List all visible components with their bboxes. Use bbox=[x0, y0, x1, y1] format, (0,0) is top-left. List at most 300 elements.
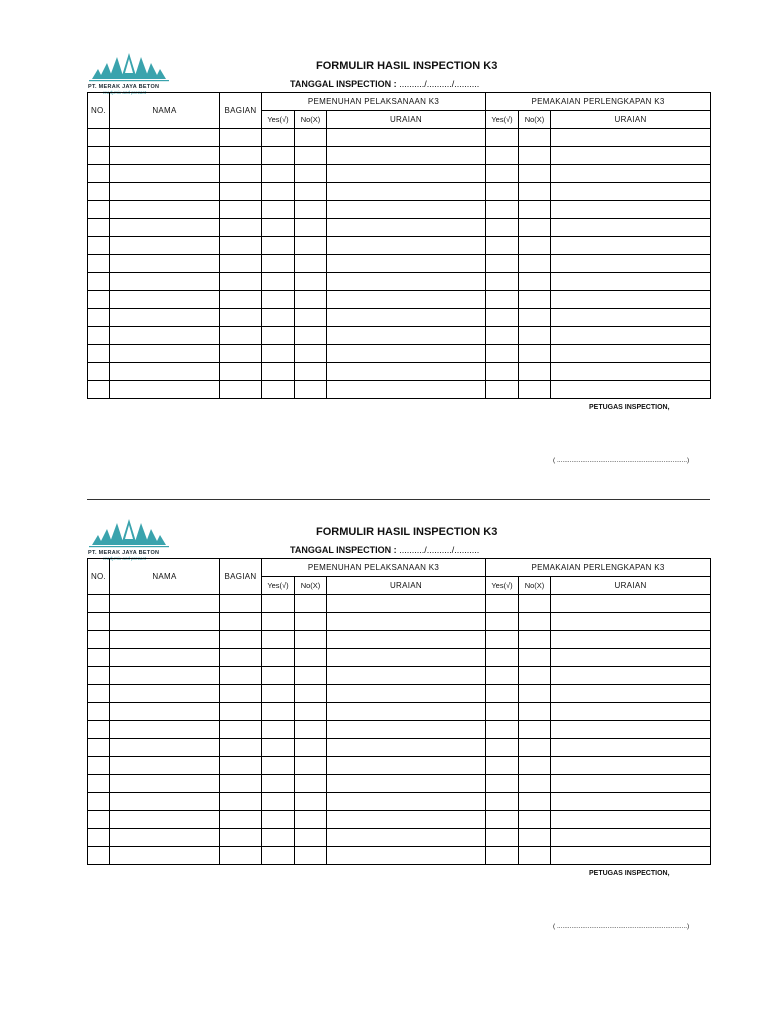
cell-perlengkapan-yes[interactable] bbox=[486, 327, 519, 345]
cell-pelaksanaan-no[interactable] bbox=[295, 309, 327, 327]
cell-pelaksanaan-uraian[interactable] bbox=[327, 381, 486, 399]
cell-bagian[interactable] bbox=[220, 595, 262, 613]
cell-pelaksanaan-yes[interactable] bbox=[262, 129, 295, 147]
cell-perlengkapan-no[interactable] bbox=[519, 165, 551, 183]
header-pemakaian-perlengkapan: PEMAKAIAN PERLENGKAPAN K3 bbox=[486, 93, 711, 111]
cell-bagian[interactable] bbox=[220, 129, 262, 147]
cell-nama[interactable] bbox=[110, 649, 220, 667]
cell-pelaksanaan-uraian[interactable] bbox=[327, 847, 486, 865]
cell-nama[interactable] bbox=[110, 363, 220, 381]
cell-pelaksanaan-no[interactable] bbox=[295, 685, 327, 703]
cell-perlengkapan-yes[interactable] bbox=[486, 667, 519, 685]
cell-no[interactable] bbox=[88, 219, 110, 237]
cell-bagian[interactable] bbox=[220, 183, 262, 201]
cell-pelaksanaan-no[interactable] bbox=[295, 739, 327, 757]
cell-nama[interactable] bbox=[110, 129, 220, 147]
header-uraian: URAIAN bbox=[551, 577, 711, 595]
cell-pelaksanaan-uraian[interactable] bbox=[327, 255, 486, 273]
cell-pelaksanaan-uraian[interactable] bbox=[327, 147, 486, 165]
header-pemenuhan-pelaksanaan: PEMENUHAN PELAKSANAAN K3 bbox=[262, 93, 486, 111]
cell-perlengkapan-yes[interactable] bbox=[486, 775, 519, 793]
table-row bbox=[88, 703, 711, 721]
cell-nama[interactable] bbox=[110, 381, 220, 399]
cell-nama[interactable] bbox=[110, 613, 220, 631]
cell-perlengkapan-uraian[interactable] bbox=[551, 739, 711, 757]
cut-line-divider bbox=[87, 499, 710, 500]
cell-pelaksanaan-yes[interactable] bbox=[262, 183, 295, 201]
cell-pelaksanaan-no[interactable] bbox=[295, 183, 327, 201]
cell-bagian[interactable] bbox=[220, 345, 262, 363]
inspection-date bbox=[290, 545, 479, 555]
cell-nama[interactable] bbox=[110, 685, 220, 703]
cell-nama[interactable] bbox=[110, 345, 220, 363]
company-tagline: readymix and precast bbox=[103, 556, 147, 561]
cell-perlengkapan-no[interactable] bbox=[519, 381, 551, 399]
cell-pelaksanaan-uraian[interactable] bbox=[327, 703, 486, 721]
inspection-table bbox=[87, 92, 711, 399]
cell-nama[interactable] bbox=[110, 667, 220, 685]
header-no-x: No(X) bbox=[519, 111, 551, 129]
cell-no[interactable] bbox=[88, 183, 110, 201]
inspection-form-bottom bbox=[0, 519, 768, 979]
cell-pelaksanaan-uraian[interactable] bbox=[327, 793, 486, 811]
cell-pelaksanaan-no[interactable] bbox=[295, 829, 327, 847]
cell-pelaksanaan-yes[interactable] bbox=[262, 703, 295, 721]
header-nama: NAMA bbox=[110, 93, 220, 129]
cell-no[interactable] bbox=[88, 363, 110, 381]
cell-perlengkapan-yes[interactable] bbox=[486, 631, 519, 649]
cell-perlengkapan-yes[interactable] bbox=[486, 309, 519, 327]
cell-perlengkapan-no[interactable] bbox=[519, 793, 551, 811]
cell-bagian[interactable] bbox=[220, 363, 262, 381]
cell-pelaksanaan-uraian[interactable] bbox=[327, 291, 486, 309]
cell-perlengkapan-uraian[interactable] bbox=[551, 219, 711, 237]
cell-pelaksanaan-yes[interactable] bbox=[262, 255, 295, 273]
cell-pelaksanaan-yes[interactable] bbox=[262, 649, 295, 667]
cell-nama[interactable] bbox=[110, 165, 220, 183]
cell-bagian[interactable] bbox=[220, 381, 262, 399]
cell-no[interactable] bbox=[88, 309, 110, 327]
cell-perlengkapan-yes[interactable] bbox=[486, 811, 519, 829]
cell-bagian[interactable] bbox=[220, 219, 262, 237]
cell-nama[interactable] bbox=[110, 829, 220, 847]
cell-perlengkapan-uraian[interactable] bbox=[551, 129, 711, 147]
cell-pelaksanaan-uraian[interactable] bbox=[327, 757, 486, 775]
cell-pelaksanaan-no[interactable] bbox=[295, 613, 327, 631]
cell-bagian[interactable] bbox=[220, 793, 262, 811]
cell-bagian[interactable] bbox=[220, 327, 262, 345]
cell-pelaksanaan-no[interactable] bbox=[295, 775, 327, 793]
cell-pelaksanaan-uraian[interactable] bbox=[327, 811, 486, 829]
cell-perlengkapan-uraian[interactable] bbox=[551, 345, 711, 363]
cell-perlengkapan-yes[interactable] bbox=[486, 381, 519, 399]
cell-perlengkapan-no[interactable] bbox=[519, 613, 551, 631]
cell-pelaksanaan-uraian[interactable] bbox=[327, 631, 486, 649]
cell-pelaksanaan-no[interactable] bbox=[295, 757, 327, 775]
cell-perlengkapan-no[interactable] bbox=[519, 811, 551, 829]
cell-no[interactable] bbox=[88, 631, 110, 649]
cell-pelaksanaan-no[interactable] bbox=[295, 703, 327, 721]
signature-line[interactable]: ( ........................................................................) bbox=[553, 923, 690, 930]
cell-no[interactable] bbox=[88, 775, 110, 793]
cell-bagian[interactable] bbox=[220, 739, 262, 757]
cell-pelaksanaan-no[interactable] bbox=[295, 345, 327, 363]
cell-pelaksanaan-uraian[interactable] bbox=[327, 327, 486, 345]
cell-perlengkapan-uraian[interactable] bbox=[551, 327, 711, 345]
cell-perlengkapan-uraian[interactable] bbox=[551, 309, 711, 327]
cell-nama[interactable] bbox=[110, 631, 220, 649]
cell-perlengkapan-yes[interactable] bbox=[486, 147, 519, 165]
cell-perlengkapan-yes[interactable] bbox=[486, 363, 519, 381]
cell-perlengkapan-yes[interactable] bbox=[486, 829, 519, 847]
cell-pelaksanaan-uraian[interactable] bbox=[327, 649, 486, 667]
cell-no[interactable] bbox=[88, 129, 110, 147]
cell-perlengkapan-yes[interactable] bbox=[486, 129, 519, 147]
cell-nama[interactable] bbox=[110, 309, 220, 327]
cell-nama[interactable] bbox=[110, 721, 220, 739]
cell-pelaksanaan-no[interactable] bbox=[295, 273, 327, 291]
cell-pelaksanaan-yes[interactable] bbox=[262, 363, 295, 381]
cell-no[interactable] bbox=[88, 685, 110, 703]
cell-no[interactable] bbox=[88, 757, 110, 775]
cell-nama[interactable] bbox=[110, 757, 220, 775]
cell-no[interactable] bbox=[88, 291, 110, 309]
cell-no[interactable] bbox=[88, 667, 110, 685]
cell-nama[interactable] bbox=[110, 273, 220, 291]
cell-no[interactable] bbox=[88, 381, 110, 399]
cell-no[interactable] bbox=[88, 649, 110, 667]
cell-pelaksanaan-yes[interactable] bbox=[262, 237, 295, 255]
cell-perlengkapan-yes[interactable] bbox=[486, 739, 519, 757]
cell-perlengkapan-uraian[interactable] bbox=[551, 847, 711, 865]
cell-pelaksanaan-uraian[interactable] bbox=[327, 129, 486, 147]
cell-no[interactable] bbox=[88, 237, 110, 255]
table-row bbox=[88, 613, 711, 631]
cell-perlengkapan-yes[interactable] bbox=[486, 273, 519, 291]
cell-pelaksanaan-no[interactable] bbox=[295, 667, 327, 685]
cell-pelaksanaan-uraian[interactable] bbox=[327, 201, 486, 219]
cell-bagian[interactable] bbox=[220, 255, 262, 273]
cell-perlengkapan-yes[interactable] bbox=[486, 255, 519, 273]
cell-no[interactable] bbox=[88, 273, 110, 291]
cell-perlengkapan-yes[interactable] bbox=[486, 685, 519, 703]
cell-pelaksanaan-no[interactable] bbox=[295, 327, 327, 345]
cell-pelaksanaan-uraian[interactable] bbox=[327, 309, 486, 327]
cell-pelaksanaan-yes[interactable] bbox=[262, 309, 295, 327]
cell-perlengkapan-uraian[interactable] bbox=[551, 183, 711, 201]
cell-perlengkapan-yes[interactable] bbox=[486, 649, 519, 667]
cell-bagian[interactable] bbox=[220, 613, 262, 631]
cell-perlengkapan-no[interactable] bbox=[519, 345, 551, 363]
table-row bbox=[88, 829, 711, 847]
cell-pelaksanaan-yes[interactable] bbox=[262, 631, 295, 649]
cell-perlengkapan-no[interactable] bbox=[519, 201, 551, 219]
cell-pelaksanaan-yes[interactable] bbox=[262, 613, 295, 631]
cell-pelaksanaan-no[interactable] bbox=[295, 631, 327, 649]
cell-pelaksanaan-yes[interactable] bbox=[262, 793, 295, 811]
cell-no[interactable] bbox=[88, 811, 110, 829]
cell-perlengkapan-uraian[interactable] bbox=[551, 165, 711, 183]
cell-perlengkapan-no[interactable] bbox=[519, 363, 551, 381]
cell-perlengkapan-no[interactable] bbox=[519, 667, 551, 685]
date-blank[interactable]: ........../........../.......... bbox=[399, 79, 480, 89]
cell-nama[interactable] bbox=[110, 793, 220, 811]
cell-nama[interactable] bbox=[110, 327, 220, 345]
cell-pelaksanaan-yes[interactable] bbox=[262, 685, 295, 703]
cell-perlengkapan-no[interactable] bbox=[519, 129, 551, 147]
cell-no[interactable] bbox=[88, 703, 110, 721]
cell-perlengkapan-uraian[interactable] bbox=[551, 667, 711, 685]
cell-pelaksanaan-uraian[interactable] bbox=[327, 183, 486, 201]
cell-perlengkapan-uraian[interactable] bbox=[551, 685, 711, 703]
cell-pelaksanaan-yes[interactable] bbox=[262, 345, 295, 363]
cell-perlengkapan-uraian[interactable] bbox=[551, 703, 711, 721]
cell-pelaksanaan-uraian[interactable] bbox=[327, 237, 486, 255]
cell-nama[interactable] bbox=[110, 739, 220, 757]
cell-bagian[interactable] bbox=[220, 775, 262, 793]
cell-pelaksanaan-no[interactable] bbox=[295, 595, 327, 613]
cell-pelaksanaan-uraian[interactable] bbox=[327, 219, 486, 237]
cell-no[interactable] bbox=[88, 739, 110, 757]
cell-no[interactable] bbox=[88, 721, 110, 739]
cell-bagian[interactable] bbox=[220, 847, 262, 865]
cell-pelaksanaan-uraian[interactable] bbox=[327, 165, 486, 183]
cell-no[interactable] bbox=[88, 613, 110, 631]
cell-perlengkapan-uraian[interactable] bbox=[551, 793, 711, 811]
cell-perlengkapan-no[interactable] bbox=[519, 685, 551, 703]
cell-no[interactable] bbox=[88, 345, 110, 363]
cell-bagian[interactable] bbox=[220, 309, 262, 327]
cell-no[interactable] bbox=[88, 829, 110, 847]
cell-bagian[interactable] bbox=[220, 829, 262, 847]
cell-no[interactable] bbox=[88, 595, 110, 613]
cell-perlengkapan-uraian[interactable] bbox=[551, 255, 711, 273]
cell-nama[interactable] bbox=[110, 291, 220, 309]
cell-perlengkapan-yes[interactable] bbox=[486, 613, 519, 631]
table-row bbox=[88, 381, 711, 399]
cell-pelaksanaan-yes[interactable] bbox=[262, 273, 295, 291]
cell-perlengkapan-uraian[interactable] bbox=[551, 201, 711, 219]
cell-pelaksanaan-yes[interactable] bbox=[262, 165, 295, 183]
cell-nama[interactable] bbox=[110, 703, 220, 721]
cell-bagian[interactable] bbox=[220, 147, 262, 165]
cell-bagian[interactable] bbox=[220, 757, 262, 775]
cell-bagian[interactable] bbox=[220, 631, 262, 649]
cell-perlengkapan-yes[interactable] bbox=[486, 721, 519, 739]
cell-nama[interactable] bbox=[110, 219, 220, 237]
table-row bbox=[88, 165, 711, 183]
inspection-form-top bbox=[0, 53, 768, 513]
cell-perlengkapan-uraian[interactable] bbox=[551, 237, 711, 255]
cell-pelaksanaan-no[interactable] bbox=[295, 847, 327, 865]
signature-line[interactable]: ( ........................................................................) bbox=[553, 457, 690, 464]
cell-bagian[interactable] bbox=[220, 721, 262, 739]
cell-pelaksanaan-no[interactable] bbox=[295, 129, 327, 147]
cell-perlengkapan-yes[interactable] bbox=[486, 847, 519, 865]
cell-nama[interactable] bbox=[110, 255, 220, 273]
cell-pelaksanaan-yes[interactable] bbox=[262, 327, 295, 345]
cell-no[interactable] bbox=[88, 847, 110, 865]
cell-bagian[interactable] bbox=[220, 237, 262, 255]
cell-perlengkapan-no[interactable] bbox=[519, 327, 551, 345]
cell-perlengkapan-no[interactable] bbox=[519, 703, 551, 721]
cell-perlengkapan-no[interactable] bbox=[519, 721, 551, 739]
cell-bagian[interactable] bbox=[220, 667, 262, 685]
cell-perlengkapan-uraian[interactable] bbox=[551, 147, 711, 165]
cell-pelaksanaan-uraian[interactable] bbox=[327, 739, 486, 757]
cell-no[interactable] bbox=[88, 327, 110, 345]
cell-nama[interactable] bbox=[110, 847, 220, 865]
cell-pelaksanaan-yes[interactable] bbox=[262, 775, 295, 793]
cell-pelaksanaan-yes[interactable] bbox=[262, 291, 295, 309]
cell-pelaksanaan-yes[interactable] bbox=[262, 147, 295, 165]
cell-pelaksanaan-yes[interactable] bbox=[262, 829, 295, 847]
cell-bagian[interactable] bbox=[220, 649, 262, 667]
cell-nama[interactable] bbox=[110, 811, 220, 829]
cell-perlengkapan-uraian[interactable] bbox=[551, 381, 711, 399]
cell-perlengkapan-no[interactable] bbox=[519, 309, 551, 327]
table-row bbox=[88, 129, 711, 147]
cell-perlengkapan-yes[interactable] bbox=[486, 165, 519, 183]
cell-pelaksanaan-yes[interactable] bbox=[262, 739, 295, 757]
cell-perlengkapan-yes[interactable] bbox=[486, 703, 519, 721]
cell-pelaksanaan-no[interactable] bbox=[295, 219, 327, 237]
table-row bbox=[88, 237, 711, 255]
cell-pelaksanaan-uraian[interactable] bbox=[327, 775, 486, 793]
cell-pelaksanaan-uraian[interactable] bbox=[327, 273, 486, 291]
cell-pelaksanaan-no[interactable] bbox=[295, 649, 327, 667]
cell-perlengkapan-no[interactable] bbox=[519, 595, 551, 613]
cell-no[interactable] bbox=[88, 793, 110, 811]
cell-pelaksanaan-yes[interactable] bbox=[262, 847, 295, 865]
cell-perlengkapan-no[interactable] bbox=[519, 847, 551, 865]
cell-perlengkapan-uraian[interactable] bbox=[551, 291, 711, 309]
cell-nama[interactable] bbox=[110, 775, 220, 793]
cell-no[interactable] bbox=[88, 201, 110, 219]
cell-pelaksanaan-no[interactable] bbox=[295, 255, 327, 273]
cell-nama[interactable] bbox=[110, 183, 220, 201]
cell-bagian[interactable] bbox=[220, 291, 262, 309]
cell-no[interactable] bbox=[88, 147, 110, 165]
cell-pelaksanaan-yes[interactable] bbox=[262, 721, 295, 739]
cell-no[interactable] bbox=[88, 255, 110, 273]
cell-pelaksanaan-yes[interactable] bbox=[262, 757, 295, 775]
cell-no[interactable] bbox=[88, 165, 110, 183]
cell-pelaksanaan-no[interactable] bbox=[295, 291, 327, 309]
table-row bbox=[88, 201, 711, 219]
inspection-table bbox=[87, 558, 711, 865]
cell-perlengkapan-no[interactable] bbox=[519, 273, 551, 291]
cell-nama[interactable] bbox=[110, 147, 220, 165]
cell-pelaksanaan-no[interactable] bbox=[295, 793, 327, 811]
cell-pelaksanaan-uraian[interactable] bbox=[327, 829, 486, 847]
cell-perlengkapan-yes[interactable] bbox=[486, 219, 519, 237]
cell-perlengkapan-no[interactable] bbox=[519, 255, 551, 273]
cell-pelaksanaan-no[interactable] bbox=[295, 363, 327, 381]
cell-perlengkapan-uraian[interactable] bbox=[551, 829, 711, 847]
cell-nama[interactable] bbox=[110, 237, 220, 255]
date-blank[interactable]: ........../........../.......... bbox=[399, 545, 480, 555]
cell-perlengkapan-no[interactable] bbox=[519, 757, 551, 775]
cell-perlengkapan-no[interactable] bbox=[519, 147, 551, 165]
cell-pelaksanaan-uraian[interactable] bbox=[327, 595, 486, 613]
cell-perlengkapan-yes[interactable] bbox=[486, 595, 519, 613]
cell-pelaksanaan-yes[interactable] bbox=[262, 219, 295, 237]
cell-pelaksanaan-no[interactable] bbox=[295, 811, 327, 829]
cell-perlengkapan-no[interactable] bbox=[519, 291, 551, 309]
date-label: TANGGAL INSPECTION : bbox=[290, 79, 397, 89]
cell-perlengkapan-yes[interactable] bbox=[486, 345, 519, 363]
cell-pelaksanaan-no[interactable] bbox=[295, 147, 327, 165]
cell-perlengkapan-yes[interactable] bbox=[486, 201, 519, 219]
cell-pelaksanaan-uraian[interactable] bbox=[327, 721, 486, 739]
cell-perlengkapan-no[interactable] bbox=[519, 219, 551, 237]
cell-pelaksanaan-uraian[interactable] bbox=[327, 613, 486, 631]
cell-perlengkapan-no[interactable] bbox=[519, 183, 551, 201]
cell-perlengkapan-uraian[interactable] bbox=[551, 775, 711, 793]
cell-perlengkapan-no[interactable] bbox=[519, 649, 551, 667]
cell-pelaksanaan-yes[interactable] bbox=[262, 381, 295, 399]
cell-perlengkapan-uraian[interactable] bbox=[551, 649, 711, 667]
cell-perlengkapan-uraian[interactable] bbox=[551, 811, 711, 829]
cell-bagian[interactable] bbox=[220, 201, 262, 219]
cell-pelaksanaan-yes[interactable] bbox=[262, 811, 295, 829]
cell-perlengkapan-uraian[interactable] bbox=[551, 631, 711, 649]
header-bagian: BAGIAN bbox=[220, 93, 262, 129]
cell-pelaksanaan-yes[interactable] bbox=[262, 201, 295, 219]
cell-nama[interactable] bbox=[110, 595, 220, 613]
cell-pelaksanaan-no[interactable] bbox=[295, 237, 327, 255]
cell-perlengkapan-yes[interactable] bbox=[486, 183, 519, 201]
cell-perlengkapan-yes[interactable] bbox=[486, 237, 519, 255]
cell-bagian[interactable] bbox=[220, 273, 262, 291]
cell-perlengkapan-no[interactable] bbox=[519, 829, 551, 847]
cell-bagian[interactable] bbox=[220, 703, 262, 721]
cell-bagian[interactable] bbox=[220, 811, 262, 829]
cell-pelaksanaan-no[interactable] bbox=[295, 165, 327, 183]
date-label: TANGGAL INSPECTION : bbox=[290, 545, 397, 555]
cell-perlengkapan-no[interactable] bbox=[519, 631, 551, 649]
cell-perlengkapan-uraian[interactable] bbox=[551, 363, 711, 381]
cell-perlengkapan-no[interactable] bbox=[519, 775, 551, 793]
cell-pelaksanaan-yes[interactable] bbox=[262, 595, 295, 613]
signature-label: PETUGAS INSPECTION, bbox=[589, 870, 670, 877]
cell-pelaksanaan-uraian[interactable] bbox=[327, 685, 486, 703]
cell-pelaksanaan-no[interactable] bbox=[295, 721, 327, 739]
cell-perlengkapan-uraian[interactable] bbox=[551, 613, 711, 631]
cell-perlengkapan-uraian[interactable] bbox=[551, 273, 711, 291]
cell-pelaksanaan-uraian[interactable] bbox=[327, 345, 486, 363]
cell-perlengkapan-yes[interactable] bbox=[486, 291, 519, 309]
table-row bbox=[88, 793, 711, 811]
cell-pelaksanaan-yes[interactable] bbox=[262, 667, 295, 685]
header-yes: Yes(√) bbox=[486, 577, 519, 595]
cell-perlengkapan-yes[interactable] bbox=[486, 757, 519, 775]
cell-perlengkapan-uraian[interactable] bbox=[551, 757, 711, 775]
cell-pelaksanaan-no[interactable] bbox=[295, 201, 327, 219]
cell-nama[interactable] bbox=[110, 201, 220, 219]
cell-perlengkapan-no[interactable] bbox=[519, 739, 551, 757]
cell-pelaksanaan-uraian[interactable] bbox=[327, 363, 486, 381]
cell-perlengkapan-yes[interactable] bbox=[486, 793, 519, 811]
cell-bagian[interactable] bbox=[220, 165, 262, 183]
cell-bagian[interactable] bbox=[220, 685, 262, 703]
cell-perlengkapan-uraian[interactable] bbox=[551, 721, 711, 739]
cell-pelaksanaan-no[interactable] bbox=[295, 381, 327, 399]
cell-pelaksanaan-uraian[interactable] bbox=[327, 667, 486, 685]
cell-perlengkapan-uraian[interactable] bbox=[551, 595, 711, 613]
cell-perlengkapan-no[interactable] bbox=[519, 237, 551, 255]
